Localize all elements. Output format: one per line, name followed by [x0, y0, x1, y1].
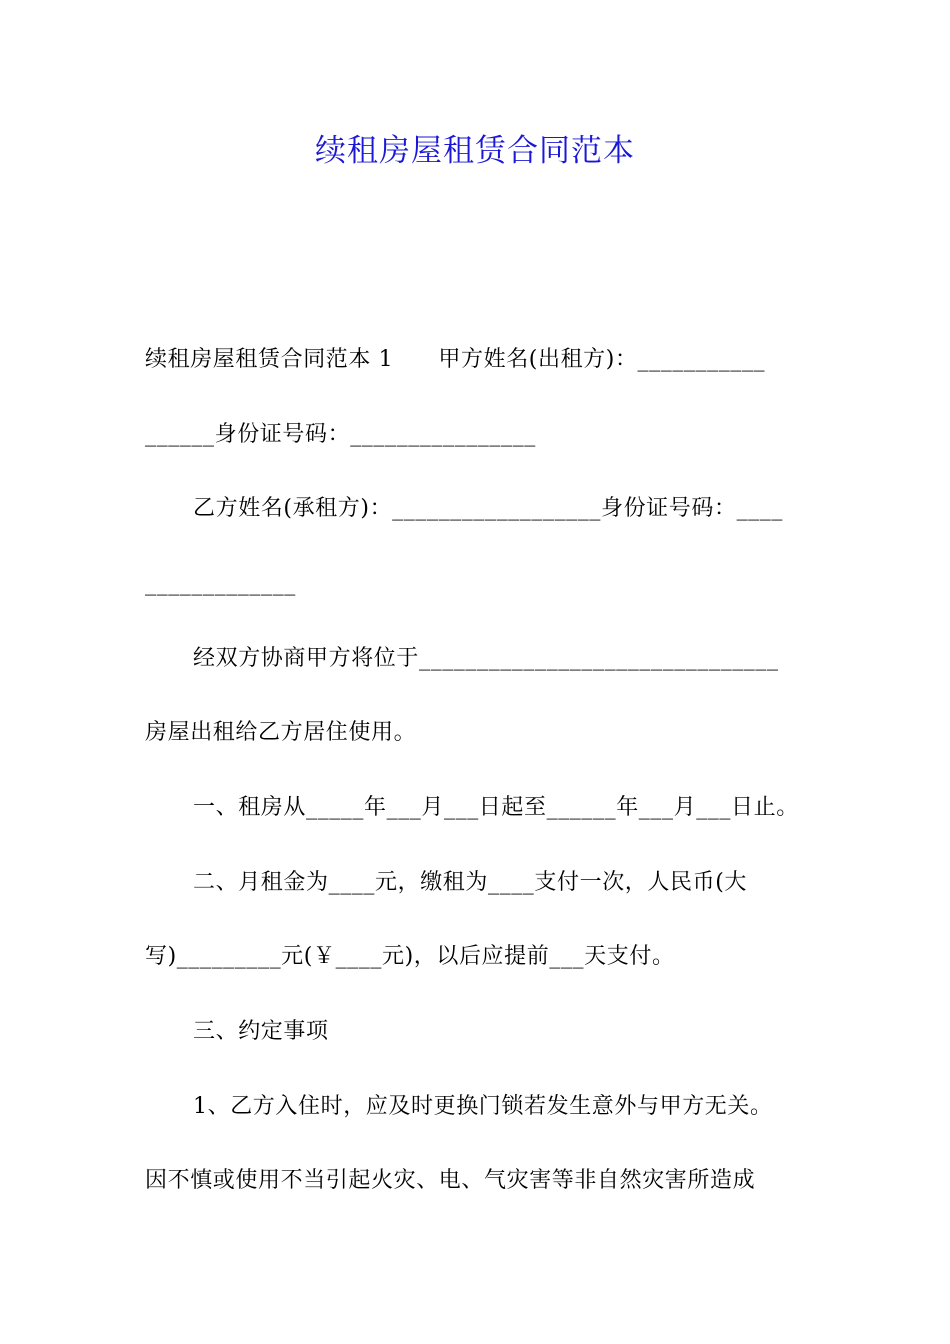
paragraph-line: ______身份证号码：________________: [145, 422, 536, 447]
document-title: 续租房屋租赁合同范本: [315, 133, 635, 169]
paragraph-line: 1、乙方入住时，应及时更换门锁若发生意外与甲方无关。: [193, 1094, 773, 1119]
paragraph-line: 续租房屋租赁合同范本 1 甲方姓名(出租方)：___________: [145, 347, 766, 372]
paragraph-line: 乙方姓名(承租方)：__________________身份证号码：____: [193, 496, 783, 521]
paragraph-line: 因不慎或使用不当引起火灾、电、气灾害等非自然灾害所造成: [145, 1168, 756, 1193]
paragraph-line: 三、约定事项: [193, 1019, 329, 1044]
paragraph-line: 经双方协商甲方将位于_______________________________: [193, 646, 779, 671]
paragraph-line: 房屋出租给乙方居住使用。: [145, 720, 417, 745]
paragraph-line: 二、月租金为____元，缴租为____支付一次，人民币(大: [193, 870, 747, 895]
paragraph-line: _____________: [145, 571, 296, 596]
paragraph-line: 写)_________元(￥____元)，以后应提前___天支付。: [145, 944, 675, 969]
paragraph-line: 一、租房从_____年___月___日起至______年___月___日止。: [193, 795, 799, 820]
